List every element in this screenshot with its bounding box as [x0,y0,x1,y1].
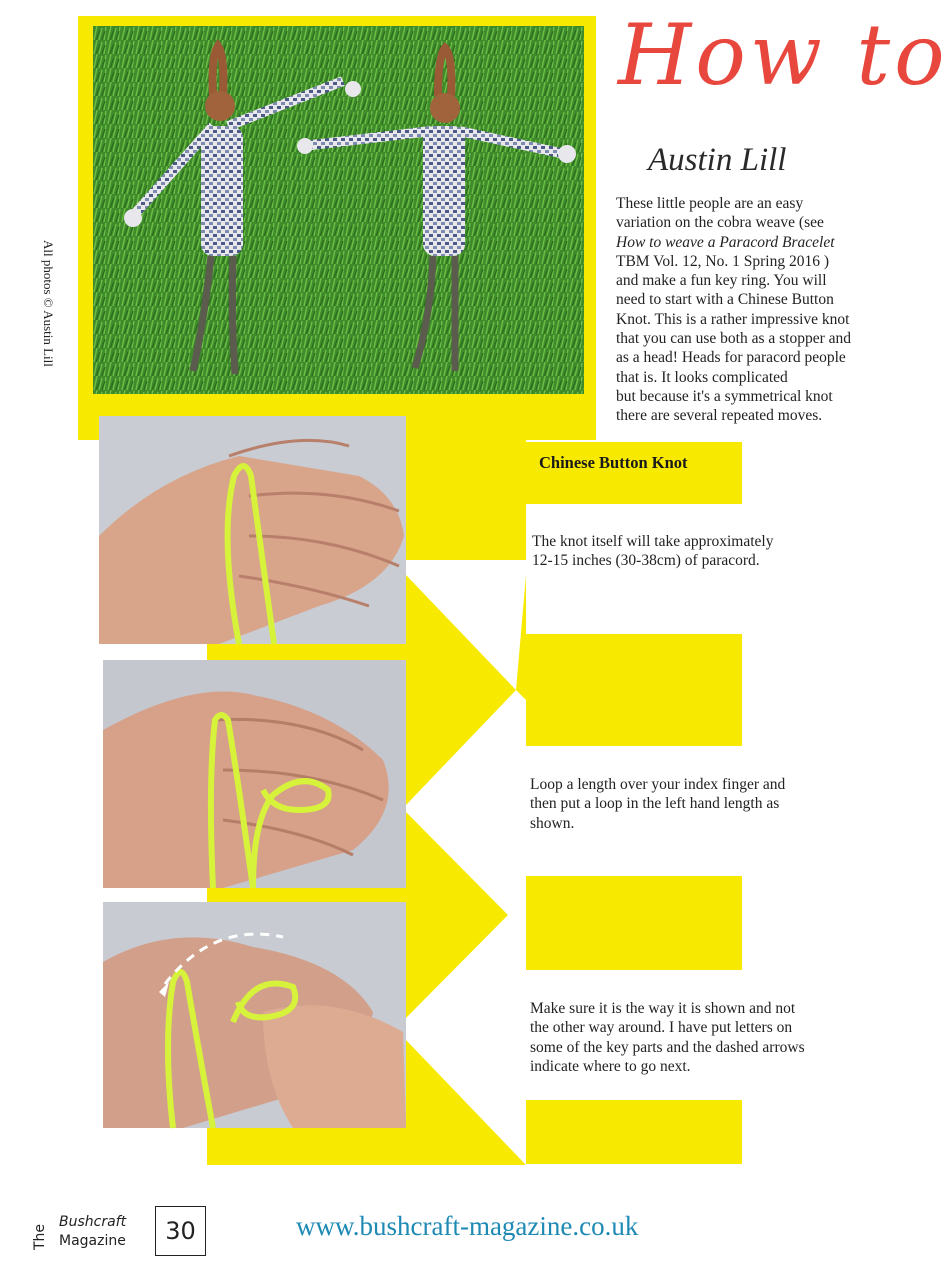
step-line: 12-15 inches (30-38cm) of paracord. [532,552,760,570]
step-line: Loop a length over your index finger and [530,776,786,793]
step-line: indicate where to go next. [530,1058,691,1076]
step-line: The knot itself will take approximately [532,533,774,550]
footer-brand-bushcraft: Bushcraft [59,1214,127,1230]
step-line: then put a loop in the left hand length as [530,795,780,813]
step-text-2 [530,775,850,833]
intro-line: but because it's a symmetrical knot [616,387,833,405]
intro-line: variation on the cobra weave (see [616,214,824,232]
intro-line: need to start with a Chinese Button [616,291,834,309]
page-number: 30 [155,1206,206,1256]
yellow-box [526,876,742,970]
yellow-box [526,634,742,746]
intro-line: that you can use both as a stopper and [616,330,852,348]
intro-line: How to weave a Paracord Bracelet [616,233,835,251]
intro-line: Knot. This is a rather impressive knot [616,310,850,328]
intro-line: TBM Vol. 12, No. 1 Spring 2016 ) [616,252,830,270]
intro-line: as a head! Heads for paracord people [616,349,846,367]
section-heading: Chinese Button Knot [539,453,688,472]
step-text-1 [532,532,852,571]
footer-the: The [32,1223,48,1250]
step-text-3 [530,999,850,1077]
step-line: shown. [530,814,575,832]
step-photo-2 [103,660,406,888]
step-photo-1 [99,416,406,644]
step-line: Make sure it is the way it is shown and not [530,1000,796,1017]
intro-line: there are several repeated moves. [616,407,823,425]
footer-brand-magazine: Magazine [59,1233,126,1249]
yellow-box [526,1100,742,1164]
intro-line: that is. It looks complicated [616,368,788,386]
intro-line: and make a fun key ring. You will [616,272,827,290]
photo-credit: All photos © Austin Lill [41,240,56,367]
page-title: How to [618,6,949,104]
step-line: the other way around. I have put letters on [530,1019,793,1037]
step-photo-3 [103,902,406,1128]
intro-paragraph [616,194,884,426]
author-name: Austin Lill [648,142,787,178]
yellow-heading-box [526,442,742,504]
hero-photo-paracord-people [93,26,584,394]
step-line: some of the key parts and the dashed arrows [530,1038,805,1056]
intro-line: These little people are an easy [616,195,804,212]
website-link[interactable]: www.bushcraft-magazine.co.uk [296,1211,639,1241]
